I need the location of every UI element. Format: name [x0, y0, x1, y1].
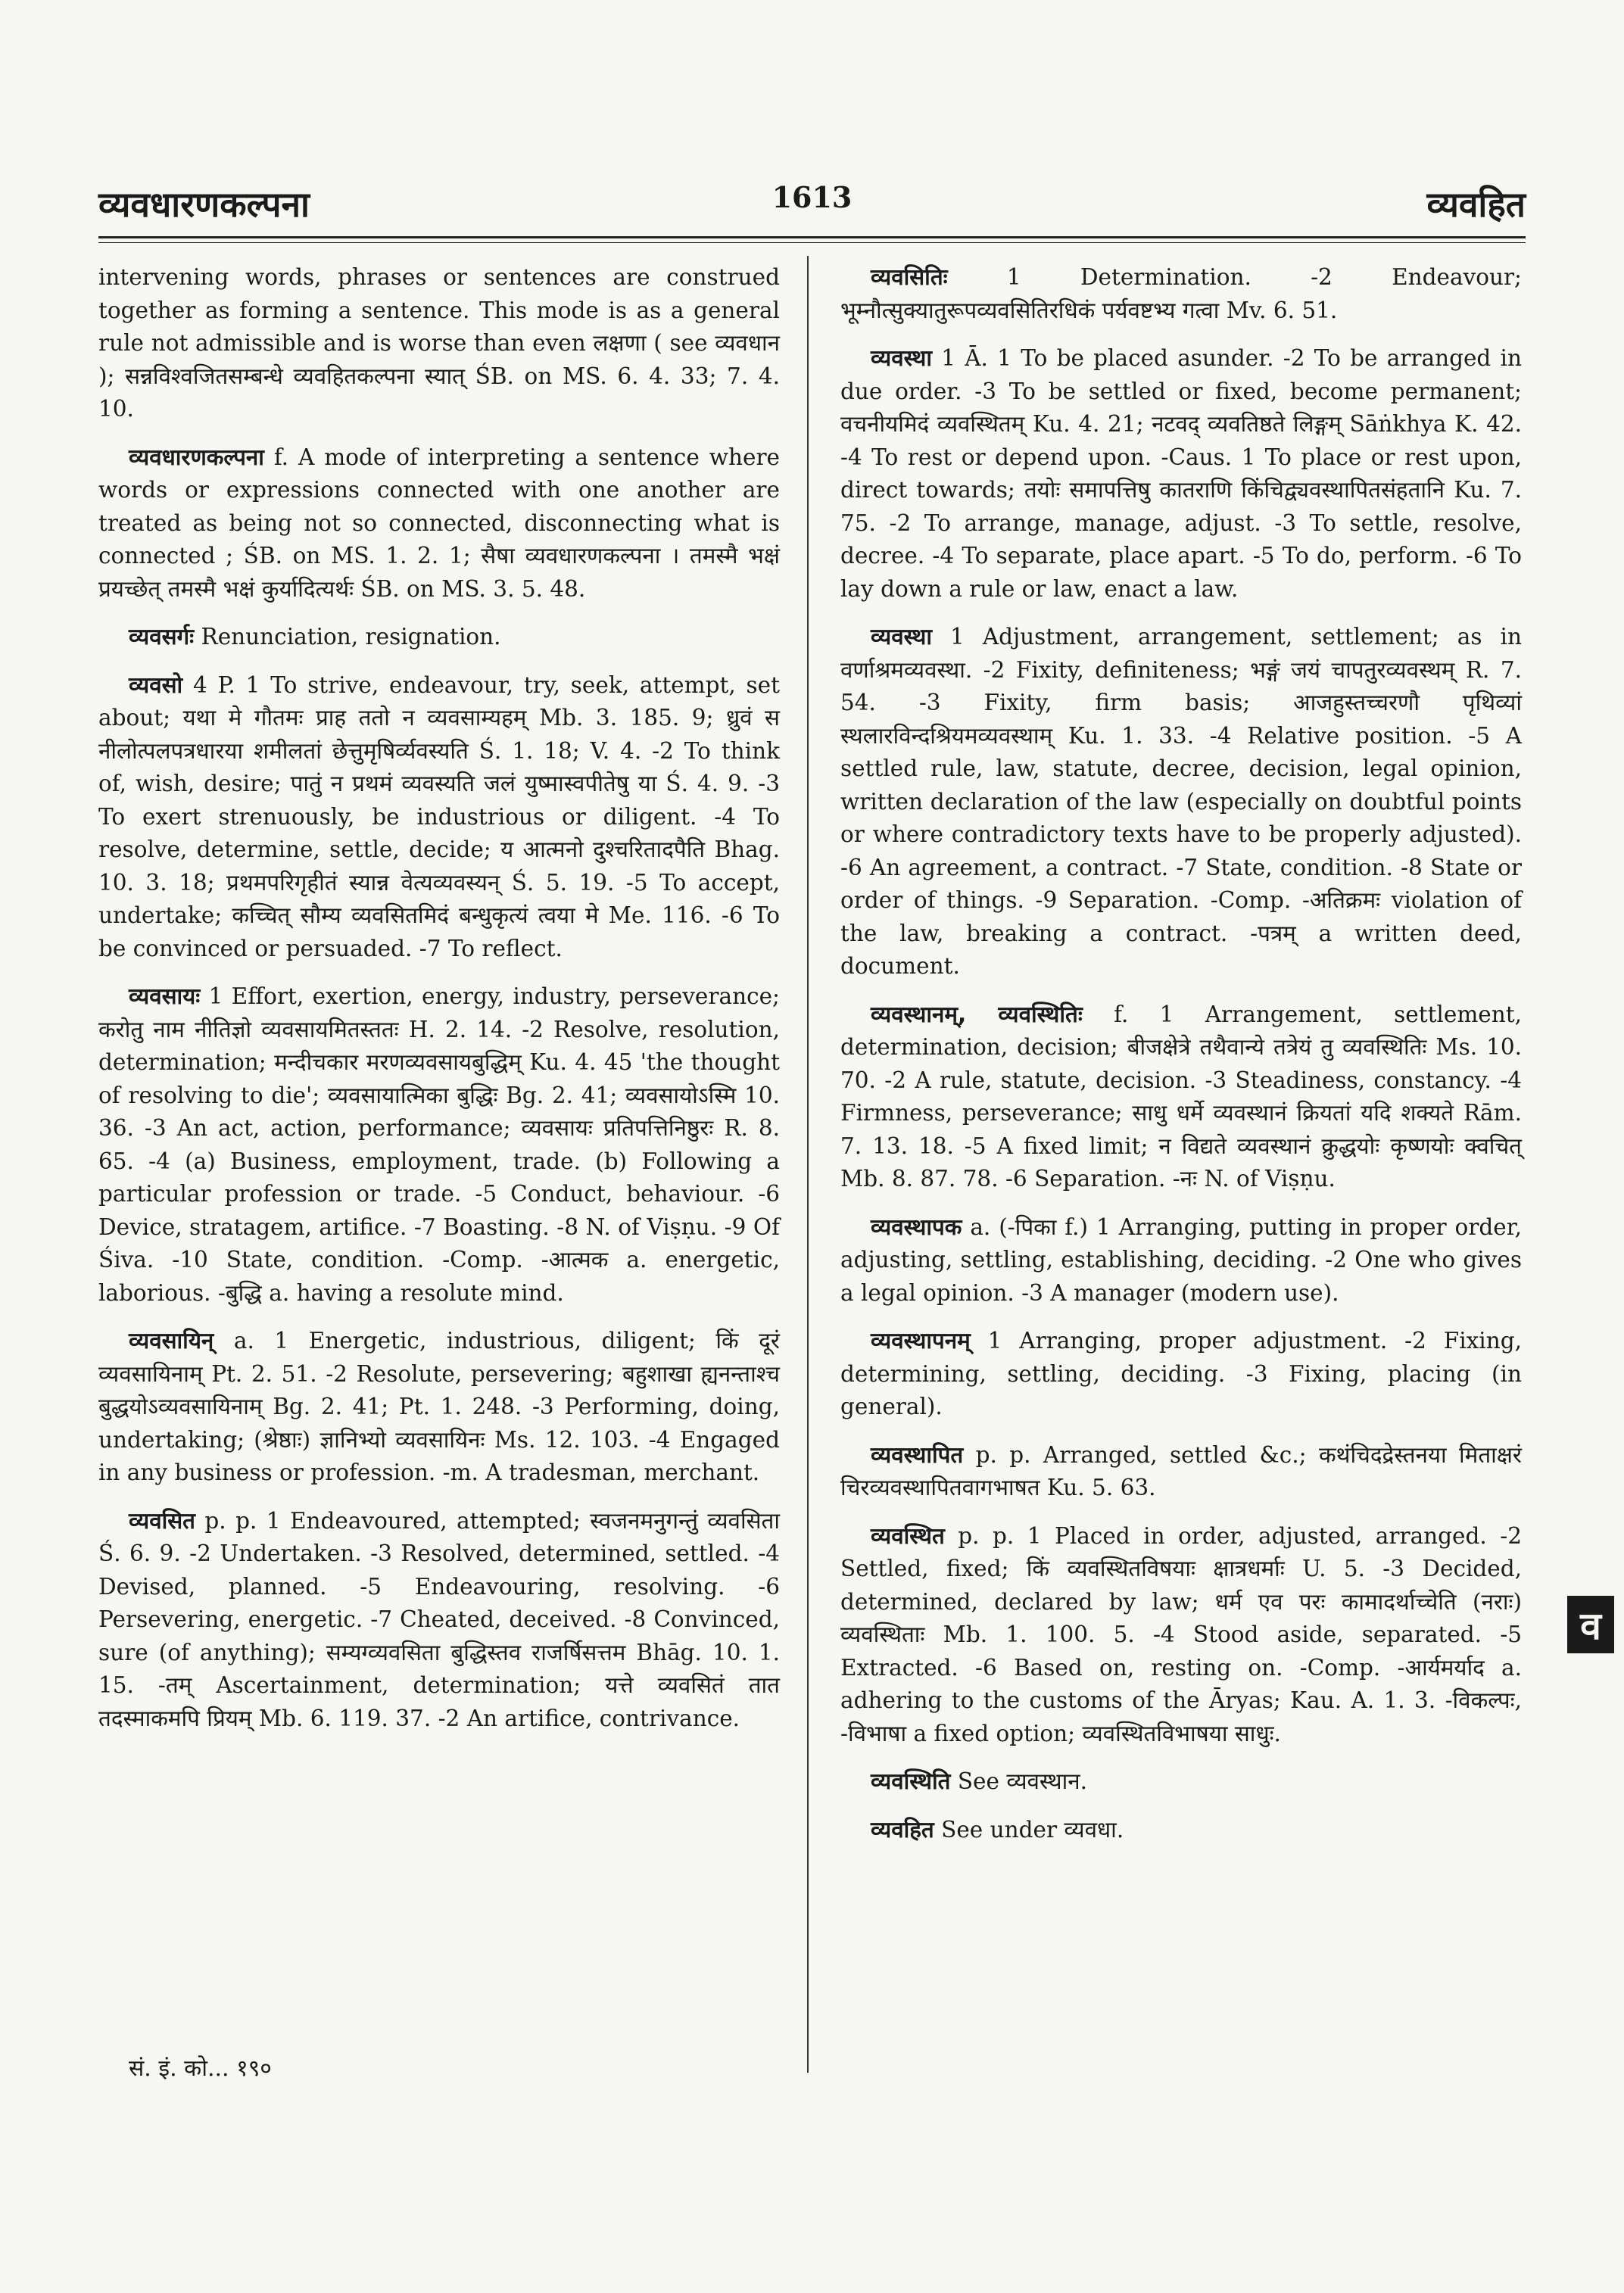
column-divider [807, 256, 809, 2073]
entry-text: f. 1 Arrangement, settlement, determination, decision; बीजक्षेत्रे तथैवान्ये तत्रेयं तु व्यवस्थितिः Ms. 10. 70. -2 A rule, statute, decision. -3 Steadiness, constancy. -4 Firmness, perseverance; साधु धर्मे व्यवस्थानं क्रियतां यदि शक्यते Rām. 7. 13. 18. -5 A fixed limit; न विद्यते व्यवस्थानं क्रुद्धयोः कृष्णयोः क्वचित् Mb. 8. 87. 78. -6 Separation. -नः N. of Viṣṇu. [840, 1001, 1522, 1192]
entry-headword: व्यवसायः [129, 983, 201, 1009]
entry-text: 1 Effort, exertion, energy, industry, perseverance; करोतु नाम नीतिज्ञो व्यवसायमितस्ततः H. 2. 14. -2 Resolve, resolution, determination; मन्दीचकार मरणव्यवसायबुद्धिम् Ku. 4. 45 'the thought of resolving to die'; व्यवसायात्मिका बुद्धिः Bg. 2. 41; व्यवसायोऽस्मि 10. 36. -3 An act, action, performance; व्यवसायः प्रतिपत्तिनिष्ठुरः R. 8. 65. -4 (a) Business, employment, trade. (b) Following a particular profession or trade. -5 Conduct, behaviour. -6 Device, stratagem, artifice. -7 Boasting. -8 N. of Viṣṇu. -9 Of Śiva. -10 State, condition. -Comp. -आत्मक a. energetic, laborious. -बुद्धि a. having a resolute mind. [98, 983, 780, 1306]
dictionary-entry [98, 980, 780, 1310]
right-column [840, 261, 1522, 1862]
entry-text: intervening words, phrases or sentences are construed together as forming a sentence. This mode is as a general rule not admissible and is worse than even लक्षणा ( see व्यवधान ); सन्नविश्वजितसम्बन्धे व्यवहितकल्पना स्यात् ŚB. on MS. 6. 4. 33; 7. 4. 10. [98, 264, 780, 422]
dictionary-entry [98, 1505, 780, 1736]
left-column [98, 261, 780, 1750]
entry-headword: व्यवहित [871, 1816, 934, 1843]
dictionary-entry [840, 621, 1522, 983]
entry-headword: व्यवधारणकल्पना [129, 444, 264, 470]
dictionary-entry [98, 621, 780, 654]
entry-text: a. (-पिका f.) 1 Arranging, putting in proper order, adjusting, settling, establishing, deciding. -2 One who gives a legal opinion. -3 A manager (modern use). [840, 1213, 1522, 1306]
entry-text: p. p. 1 Placed in order, adjusted, arranged. -2 Settled, fixed; किं व्यवस्थितविषयाः क्षात्रधर्माः U. 5. -3 Decided, determined, declared by law; धर्म एव परः कामादर्थाच्चेति (नराः) व्यवस्थिताः Mb. 1. 100. 5. -4 Stood aside, separated. -5 Extracted. -6 Based on, resting on. -Comp. -आर्यमर्याद a. adhering to the customs of the Āryas; Kau. A. 1. 3. -विकल्पः, -विभाषा a fixed option; व्यवस्थितविभाषया साधुः. [840, 1522, 1522, 1746]
dictionary-entry [840, 1439, 1522, 1505]
dictionary-entry [98, 1325, 780, 1490]
entry-text: p. p. 1 Endeavoured, attempted; स्वजनमनुगन्तुं व्यवसिता Ś. 6. 9. -2 Undertaken. -3 Resolved, determined, settled. -4 Devised, planned. -5 Endeavouring, resolving. -6 Persevering, energetic. -7 Cheated, deceived. -8 Convinced, sure (of anything); सम्यग्व्यवसिता बुद्धिस्तव राजर्षिसत्तम Bhāg. 10. 1. 15. -तम् Ascertainment, determination; यत्ते व्यवसितं तात तदस्माकमपि प्रियम् Mb. 6. 119. 37. -2 An artifice, contrivance. [98, 1507, 780, 1731]
header-rule-thin [98, 242, 1526, 243]
dictionary-entry [98, 441, 780, 606]
dictionary-entry [840, 1765, 1522, 1799]
entry-headword: व्यवस्थित [871, 1522, 945, 1549]
dictionary-entry [840, 999, 1522, 1196]
entry-text: 1 Ā. 1 To be placed asunder. -2 To be arranged in due order. -3 To be settled or fixed, become permanent; वचनीयमिदं व्यवस्थितम् Ku. 4. 21; नटवद् व्यवतिष्ठते लिङ्गम् Sāṅkhya K. 42. -4 To rest or depend upon. -Caus. 1 To place or rest upon, direct towards; तयोः समापत्तिषु कातराणि किंचिद्व्यवस्थापितसंहतानि Ku. 7. 75. -2 To arrange, manage, adjust. -3 To settle, resolve, decree. -4 To separate, place apart. -5 To do, perform. -6 To lay down a rule or law, enact a law. [840, 345, 1522, 602]
entry-text: 1 Adjustment, arrangement, settlement; as in वर्णाश्रमव्यवस्था. -2 Fixity, definiteness; भङ्गं जयं चापतुरव्यवस्थम् R. 7. 54. -3 Fixity, firm basis; आजहुस्तच्चरणौ पृथिव्यां स्थलारविन्दश्रियमव्यवस्थाम् Ku. 1. 33. -4 Relative position. -5 A settled rule, law, statute, decree, decision, legal opinion, written declaration of the law (especially on doubtful points or where contradictory texts have to be properly adjusted). -6 An agreement, a contract. -7 State, condition. -8 State or order of things. -9 Separation. -Comp. -अतिक्रमः violation of the law, breaking a contract. -पत्रम् a written deed, document. [840, 624, 1522, 979]
dictionary-entry [840, 261, 1522, 327]
entry-headword: व्यवस्थापनम् [871, 1328, 971, 1354]
entry-text: See व्यवस्थान. [950, 1768, 1088, 1794]
thumb-index-tab: व [1567, 1596, 1614, 1653]
header-rule-thick [98, 236, 1526, 238]
dictionary-entry [840, 342, 1522, 606]
entry-headword: व्यवसितिः [871, 264, 948, 290]
entry-text: See under व्यवधा. [934, 1816, 1124, 1843]
entry-text: 1 Arranging, proper adjustment. -2 Fixing, determining, settling, deciding. -3 Fixing, placing (in general). [840, 1328, 1522, 1419]
entry-text: 4 P. 1 To strive, endeavour, try, seek, attempt, set about; यथा मे गौतमः प्राह ततो न व्यवसाम्यहम् Mb. 3. 185. 9; ध्रुवं स नीलोत्पलपत्रधारया शमीलतां छेत्तुमृषिर्व्यवस्यति Ś. 1. 18; V. 4. -2 To think of, wish, desire; पातुं न प्रथमं व्यवस्यति जलं युष्मास्वपीतेषु या Ś. 4. 9. -3 To exert strenuously, be industrious or diligent. -4 To resolve, determine, settle, decide; य आत्मनो दुश्चरितादपैति Bhag. 10. 3. 18; प्रथमपरिगृहीतं स्यान्न वेत्यव्यवस्यन् Ś. 5. 19. -5 To accept, undertake; कच्चित् सौम्य व्यवसितमिदं बन्धुकृत्यं त्वया मे Me. 116. -6 To be convinced or persuaded. -7 To reflect. [98, 671, 780, 961]
entry-text: 1 Determination. -2 Endeavour; भूम्नौत्सुक्यातुरूपव्यवसितिरधिकं पर्यवष्टभ्य गत्वा Mv. 6. 51. [840, 264, 1522, 323]
entry-headword: व्यवस्था [871, 345, 932, 371]
entry-headword: व्यवस्थानम्, व्यवस्थितिः [871, 1001, 1083, 1027]
entry-headword: व्यवस्थापक [871, 1213, 962, 1240]
entry-text: a. 1 Energetic, industrious, diligent; किं दूरं व्यवसायिनाम् Pt. 2. 51. -2 Resolute, persevering; बहुशाखा ह्यनन्ताश्च बुद्धयोऽव्यवसायिनाम् Bg. 2. 41; Pt. 1. 248. -3 Performing, doing, undertaking; (श्रेष्ठाः) ज्ञानिभ्यो व्यवसायिनः Ms. 12. 103. -4 Engaged in any business or profession. -m. A tradesman, merchant. [98, 1328, 780, 1485]
entry-headword: व्यवस्था [871, 624, 932, 650]
dictionary-entry [98, 261, 780, 426]
entry-headword: व्यवस्थिति [871, 1768, 951, 1794]
page-header [98, 180, 1526, 226]
entry-headword: व्यवसायिन् [129, 1328, 214, 1354]
header-last-word: व्यवहित [1426, 184, 1526, 225]
entry-headword: व्यवस्थापित [871, 1441, 964, 1468]
dictionary-entry [840, 1211, 1522, 1310]
entry-headword: व्यवसर्गः [129, 624, 195, 650]
dictionary-entry [840, 1520, 1522, 1751]
dictionary-entry [840, 1814, 1522, 1847]
dictionary-entry [840, 1325, 1522, 1424]
signature-mark: सं. इं. को... १९० [129, 2055, 272, 2082]
entry-headword: व्यवसो [129, 671, 183, 698]
entry-headword: व्यवसित [129, 1507, 195, 1534]
entry-text: Renunciation, resignation. [194, 624, 501, 650]
entry-text: p. p. Arranged, settled &c.; कथंचिदद्रेस्तनया मिताक्षरं चिरव्यवस्थापितवागभाषत Ku. 5. 63. [840, 1441, 1522, 1500]
header-first-word: व्यवधारणकल्पना [98, 184, 310, 225]
entry-text: f. A mode of interpreting a sentence where words or expressions connected with one another are treated as being not so connected, disconnecting what is connected ; ŚB. on MS. 1. 2. 1; सैषा व्यवधारणकल्पना । तमस्मै भक्षं प्रयच्छेत् तमस्मै भक्षं कुर्यादित्यर्थः ŚB. on MS. 3. 5. 48. [98, 444, 780, 602]
dictionary-entry [98, 669, 780, 966]
page-number: 1613 [771, 180, 853, 214]
